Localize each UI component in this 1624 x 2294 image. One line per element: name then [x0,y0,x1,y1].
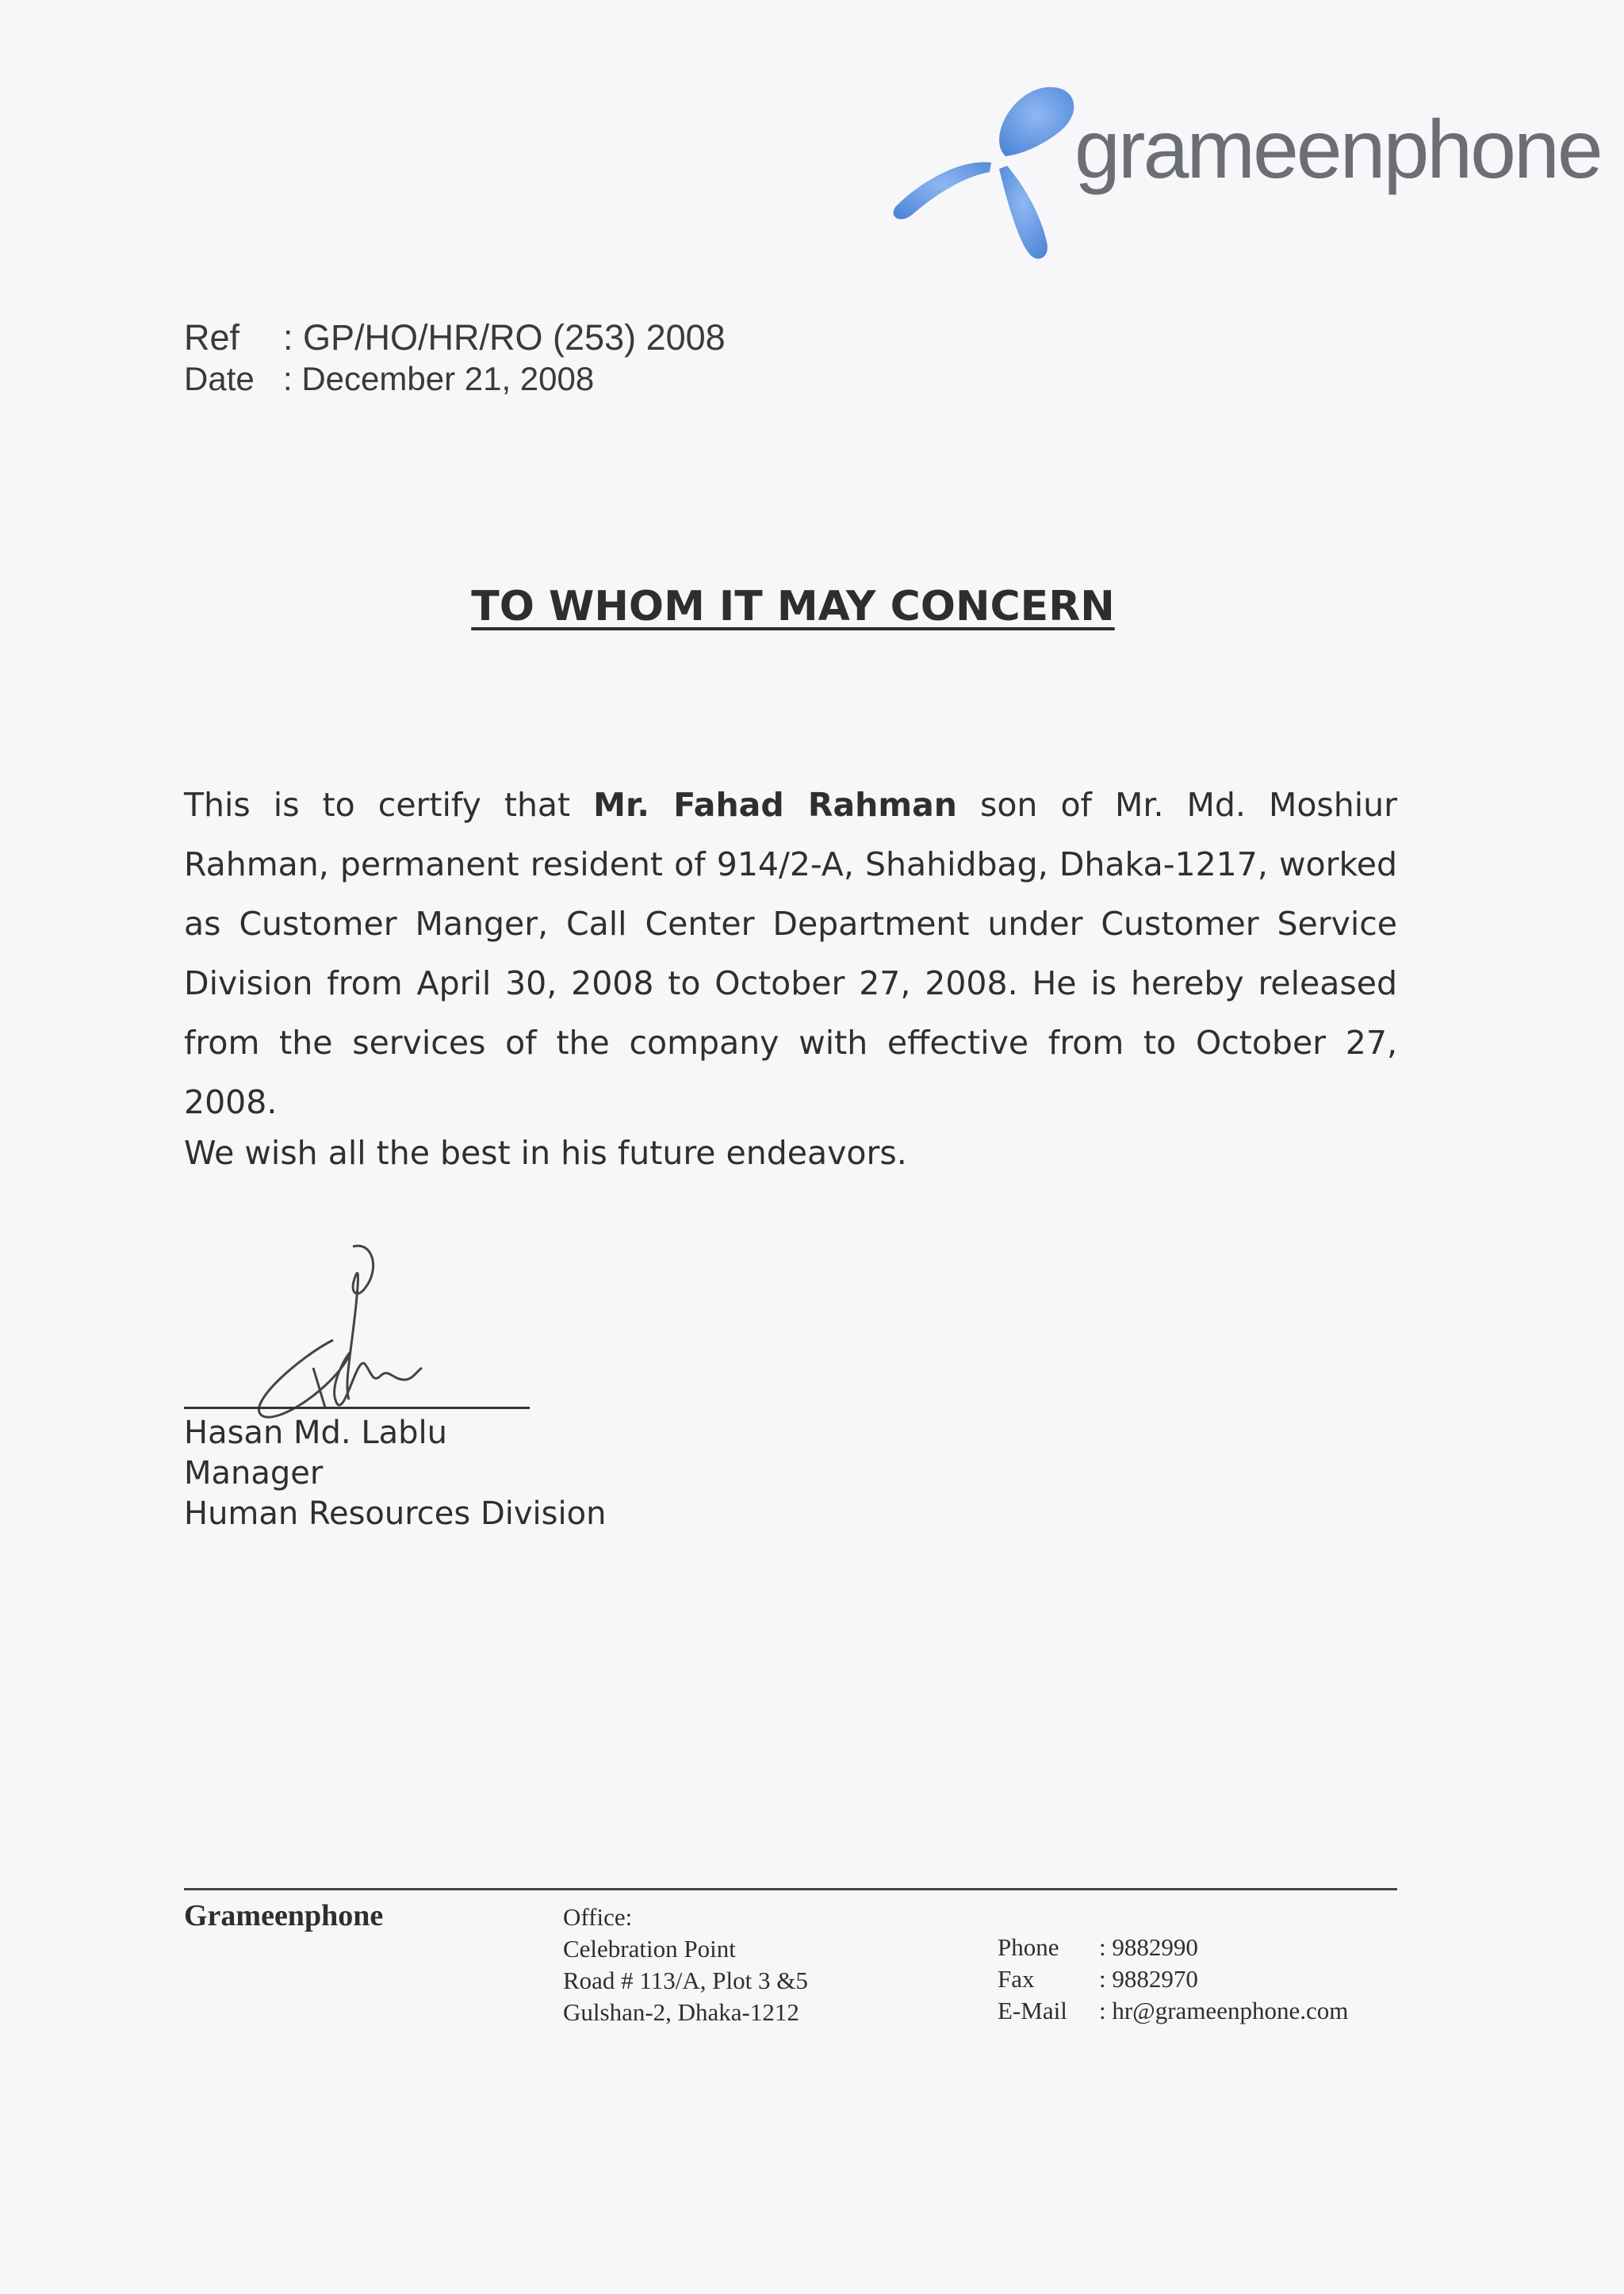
footer-contact [998,1932,1348,2027]
handwritten-signature [238,1237,444,1427]
date-value: : December 21, 2008 [283,360,595,397]
fax-row [998,1963,1348,1995]
reference-block [184,317,726,403]
signatory-name: Hasan Md. Lablu [184,1415,447,1451]
office-label: Office: [563,1903,633,1931]
certification-paragraph [184,776,1397,1132]
ref-label: Ref [184,317,240,358]
phone-row [998,1932,1348,1963]
date-row [184,360,726,403]
footer-divider [184,1888,1397,1890]
grameenphone-telenor-icon [888,83,1078,266]
email-label: E-Mail [998,1997,1067,2024]
footer-office-address [563,1901,808,2028]
ref-value: : GP/HO/HR/RO (253) 2008 [283,317,726,358]
company-logo [888,83,1601,266]
wish-paragraph: We wish all the best in his future endeavors. [184,1134,907,1172]
letter-heading: TO WHOM IT MAY CONCERN [471,583,1115,630]
address-line-2: Road # 113/A, Plot 3 &5 [563,1967,808,1994]
email-row [998,1995,1348,2027]
ref-row [184,317,726,360]
signatory-block [184,1413,606,1534]
phone-label: Phone [998,1933,1059,1961]
footer-company: Grameenphone [184,1899,384,1932]
address-line-1: Celebration Point [563,1935,736,1963]
fax-label: Fax [998,1965,1035,1993]
phone-value: : 9882990 [1099,1933,1198,1961]
p1-before: This is to certify that [184,786,594,824]
signatory-title: Manager [184,1455,324,1492]
signature-line [184,1407,530,1409]
fax-value: : 9882970 [1099,1965,1198,1993]
p1-after: son of Mr. Md. Moshiur Rahman, permanent resident of 914/2-A, Shahidbag, Dhaka-1217, worked as Customer Manger, Call Center Department under Customer Service Division from April 30, 2008 to October 27, 2008. He is hereby released from the services of the company with effective from to October 27, 2008. [184,786,1398,1121]
address-line-3: Gulshan-2, Dhaka-1212 [563,1998,799,2026]
logo-brand-text: grameenphone [1074,104,1601,196]
email-value: : hr@grameenphone.com [1099,1997,1349,2024]
date-label: Date [184,360,255,397]
signatory-division: Human Resources Division [184,1496,607,1532]
employee-name: Mr. Fahad Rahman [593,786,957,824]
